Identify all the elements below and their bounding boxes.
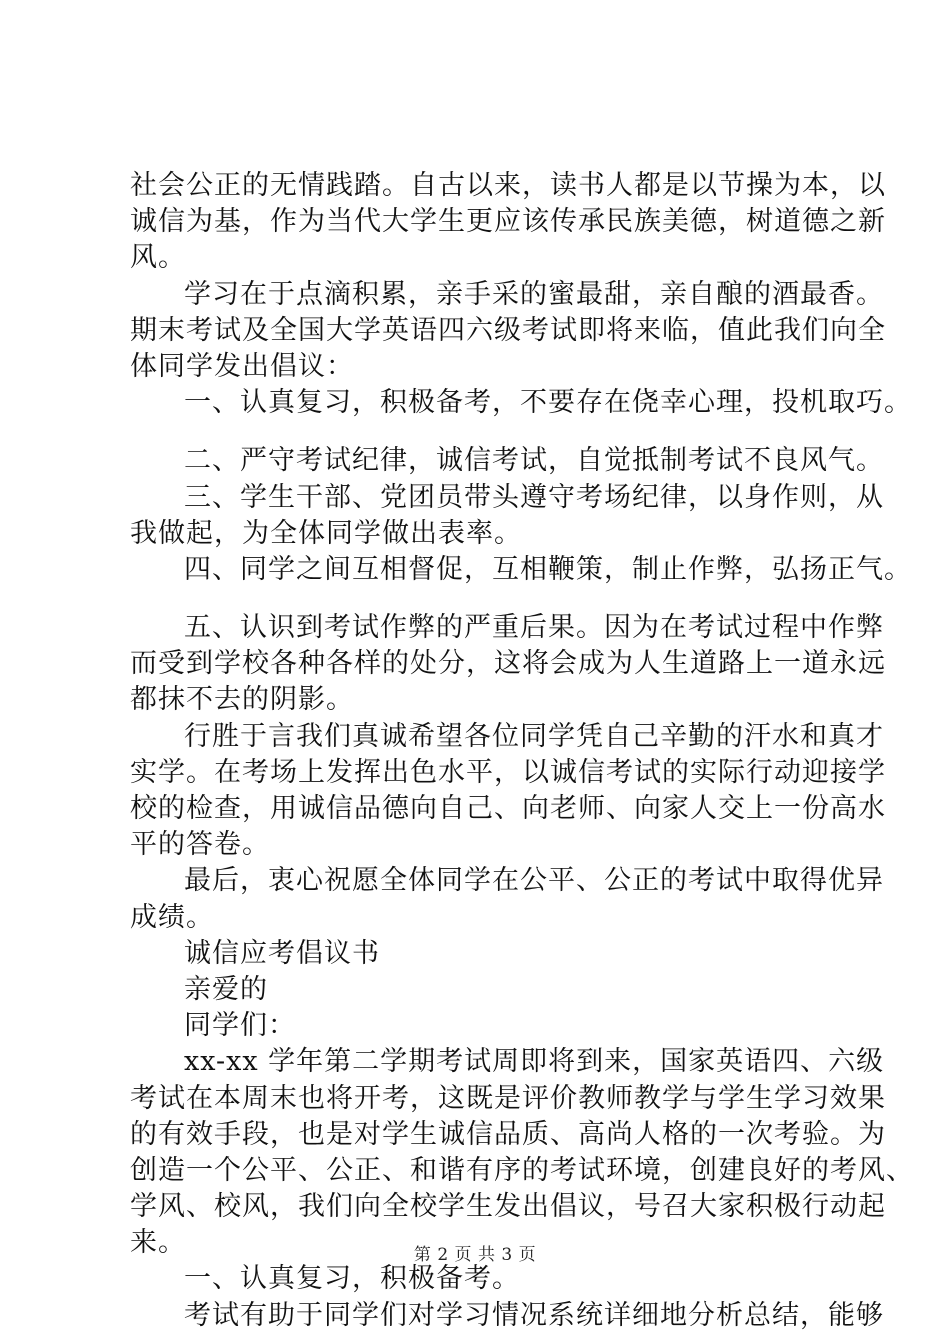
text-line: 学习在于点滴积累，亲手采的蜜最甜，亲自酿的酒最香。 xyxy=(184,278,884,310)
text-line: 诚信应考倡议书 xyxy=(184,937,380,969)
text-line: 实学。在考场上发挥出色水平，以诚信考试的实际行动迎接学 xyxy=(130,756,886,788)
blank-line xyxy=(130,588,850,610)
text-line: 都抹不去的阴影。 xyxy=(130,684,354,716)
text-line: 行胜于言我们真诚希望各位同学凭自己辛勤的汗水和真才 xyxy=(184,720,884,752)
text-line: 二、严守考试纪律，诚信考试，自觉抵制考试不良风气。 xyxy=(184,445,884,477)
document-body xyxy=(130,168,914,1334)
text-line: 我做起，为全体同学做出表率。 xyxy=(130,517,522,549)
blank-line xyxy=(130,421,850,443)
text-line: 学风、校风，我们向全校学生发出倡议，号召大家积极行动起 xyxy=(130,1191,886,1223)
page-footer: 第 2 页 共 3 页 xyxy=(413,1245,537,1265)
text-line: 校的检查，用诚信品德向自己、向老师、向家人交上一份高水 xyxy=(130,793,886,824)
text-line: 而受到学校各种各样的处分，这将会成为人生道路上一道永远 xyxy=(130,648,886,680)
text-line: 一、认真复习，积极备考，不要存在侥幸心理，投机取巧。 xyxy=(184,387,912,419)
text-line: 体同学发出倡议： xyxy=(130,350,354,382)
text-line: 五、认识到考试作弊的严重后果。因为在考试过程中作弊 xyxy=(184,612,884,644)
text-line: 最后，衷心祝愿全体同学在公平、公正的考试中取得优异 xyxy=(184,865,884,897)
text-line: 三、学生干部、党团员带头遵守考场纪律，以身作则，从 xyxy=(184,481,884,513)
text-line: 考试有助于同学们对学习情况系统详细地分析总结，能够 xyxy=(184,1299,884,1331)
text-line: 期末考试及全国大学英语四六级考试即将来临，值此我们向全 xyxy=(130,314,886,346)
text-line: 社会公正的无情践踏。自古以来，读书人都是以节操为本，以 xyxy=(130,170,886,201)
text-line: 亲爱的 xyxy=(184,973,268,1005)
text-line: 的有效手段，也是对学生诚信品质、高尚人格的一次考验。为 xyxy=(130,1118,886,1150)
text-line: 诚信为基，作为当代大学生更应该传承民族美德，树道德之新 xyxy=(130,206,886,238)
text-line: 风。 xyxy=(130,242,186,274)
text-line: 四、同学之间互相督促，互相鞭策，制止作弊，弘扬正气。 xyxy=(184,553,912,585)
text-line: 一、认真复习，积极备考。 xyxy=(184,1263,520,1295)
text-line: xx-xx 学年第二学期考试周即将到来，国家英语四、六级 xyxy=(184,1046,885,1078)
text-line: 成绩。 xyxy=(130,901,214,933)
text-line: 创造一个公平、公正、和谐有序的考试环境，创建良好的考风、 xyxy=(130,1154,914,1186)
text-line: 平的答卷。 xyxy=(130,829,270,861)
text-line: 考试在本周末也将开考，这既是评价教师教学与学生学习效果 xyxy=(130,1082,886,1114)
text-line: 同学们： xyxy=(184,1010,296,1042)
text-line: 来。 xyxy=(130,1227,186,1259)
